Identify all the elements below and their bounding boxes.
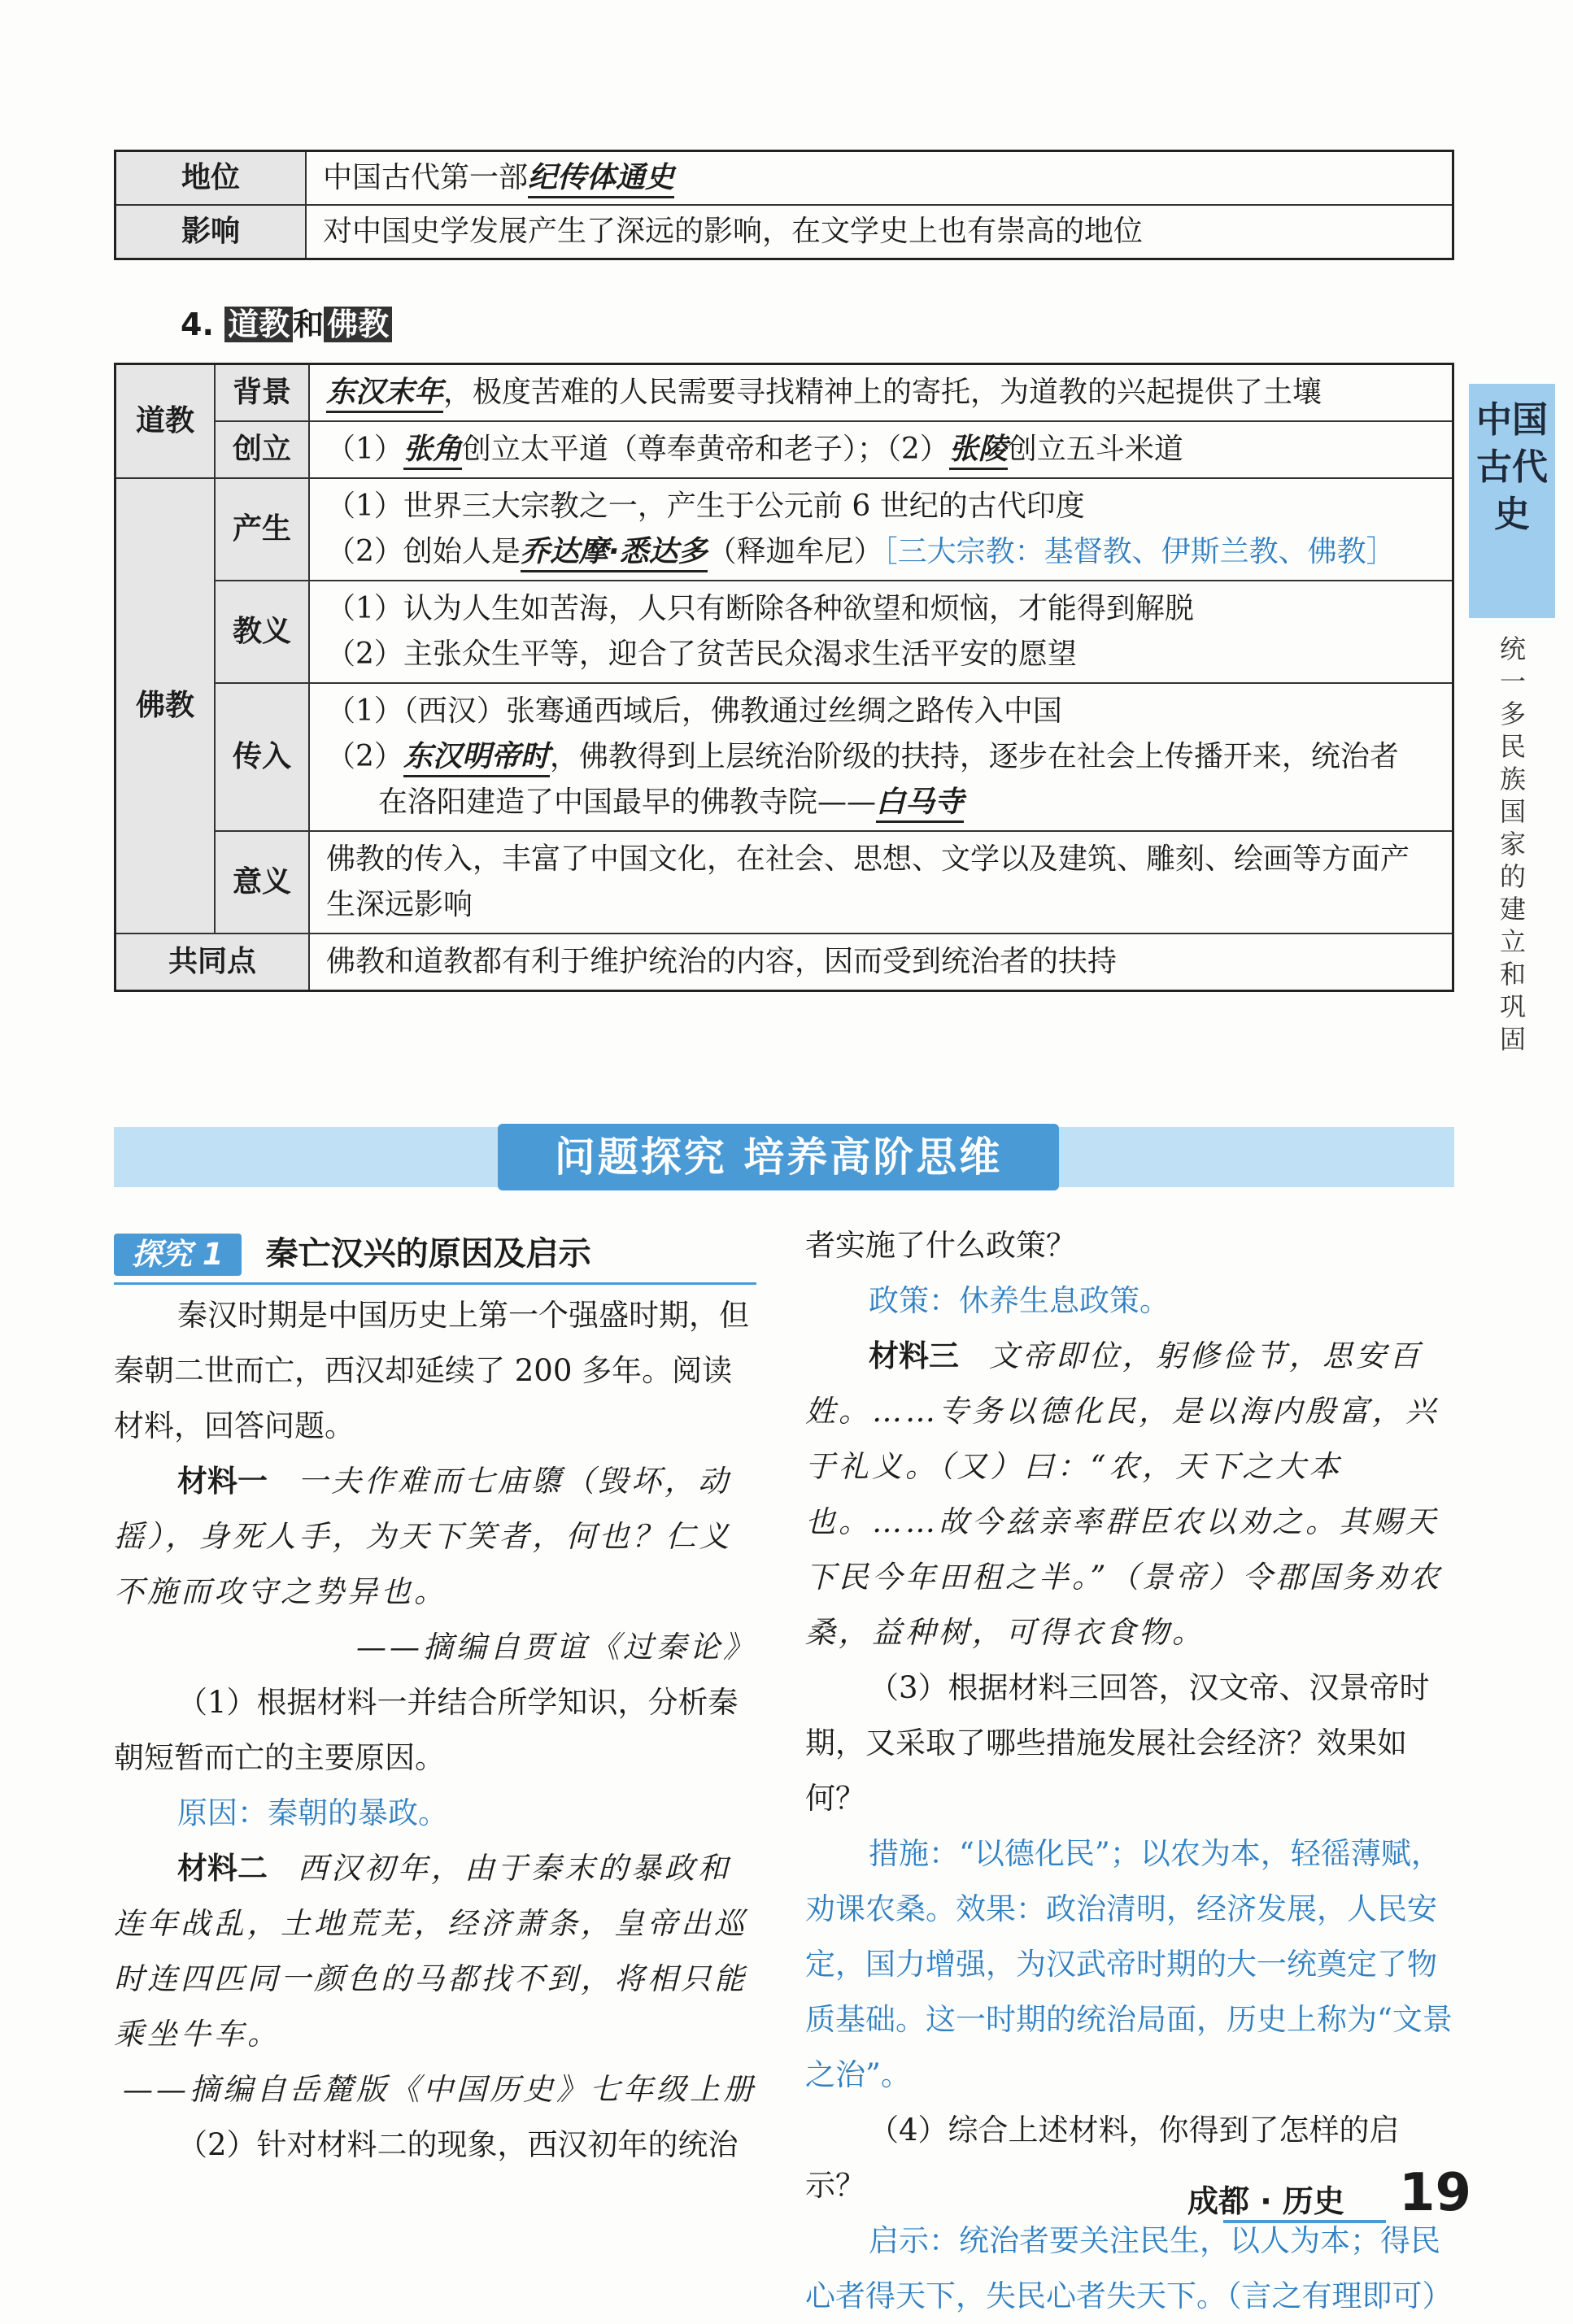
significance-text: 佛教的传入，丰富了中国文化，在社会、思想、文学以及建筑、雕刻、绘画等方面产生深远影响 <box>309 831 1453 934</box>
material-3-text: 文帝即位，躬修俭节，思安百姓。……专务以德化民，是以海内殷富，兴于礼义。（又）曰：“农，天下之大本也。……故今兹亲率群臣农以劝之。其赐天下民今年田租之半。”（景帝）令郡国务劝农桑，益种树，可得衣食物。 <box>805 1338 1443 1650</box>
section-term-daoism: 道教 <box>224 307 293 342</box>
material-1-text: 一夫作难而七庙隳（毁坏，动摇），身死人手，为天下笑者，何也？仁义不施而攻守之势异也。 <box>114 1464 733 1609</box>
question-2-cont: 者实施了什么政策？ <box>805 1228 1076 1263</box>
chapter-side-tab: 中国古代史 <box>1469 384 1555 618</box>
label-origin: 产生 <box>215 478 309 581</box>
question-3: （3）根据材料三回答，汉文帝、汉景帝时期，又采取了哪些措施发展社会经济？效果如何？ <box>805 1670 1430 1816</box>
common-text: 佛教和道教都有利于维护统治的内容，因而受到统治者的扶持 <box>309 934 1453 991</box>
intro-text: 秦汉时期是中国历史上第一个强盛时期，但秦朝二世而亡，西汉却延续了 200 多年。阅读材料，回答问题。 <box>114 1298 749 1443</box>
answer-2: 政策：休养生息政策。 <box>869 1283 1170 1318</box>
question-1: （1）根据材料一并结合所学知识，分析秦朝短暂而亡的主要原因。 <box>114 1685 739 1775</box>
question-2: （2）针对材料二的现象，西汉初年的统治 <box>177 2127 739 2162</box>
section-banner-title: 问题探究 培养高阶思维 <box>498 1124 1059 1190</box>
material-2-source: ——摘编自岳麓版《中国历史》七年级上册 <box>123 2072 756 2107</box>
section-heading-4: 4. 道教 和 佛教 <box>181 299 392 344</box>
question-4: （4）综合上述材料，你得到了怎样的启示？ <box>805 2113 1400 2203</box>
label-common: 共同点 <box>115 934 310 991</box>
explore-title: 秦亡汉兴的原因及启示 <box>265 1235 591 1273</box>
material-1-source: ——摘编自贾谊《过秦论》 <box>356 1630 756 1665</box>
label-significance: 意义 <box>215 831 309 934</box>
status-text: 中国古代第一部 <box>323 161 529 194</box>
page-number: 19 <box>1399 2163 1472 2223</box>
footer-line <box>1223 2220 1386 2223</box>
explore-tag: 探究 1 <box>114 1234 242 1276</box>
influence-text: 对中国史学发展产生了深远的影响，在文学史上也有崇高的地位 <box>306 205 1453 259</box>
answer-3: 措施：“以德化民”；以农为本，轻徭薄赋，劝课农桑。效果：政治清明，经济发展，人民安定，国力增强，为汉武帝时期的大一统奠定了物质基础。这一时期的统治局面，历史上称为“文景之治”。 <box>805 1836 1453 2092</box>
section-term-buddhism: 佛教 <box>324 307 392 342</box>
chapter-subtitle: 统一多民族国家的建立和巩固 <box>1499 633 1526 1055</box>
row-label-influence: 影响 <box>115 205 307 259</box>
three-religions-note: ［三大宗教：基督教、伊斯兰教、佛教］ <box>882 535 1396 568</box>
label-introduction: 传入 <box>215 683 309 831</box>
summary-table-top <box>114 150 1454 260</box>
label-founding: 创立 <box>215 421 309 478</box>
material-2-label: 材料二 <box>177 1851 268 1886</box>
footer-label: 成都 · 历史 <box>1187 2183 1344 2219</box>
label-buddhism: 佛教 <box>115 478 216 934</box>
material-3-label: 材料三 <box>869 1338 959 1373</box>
answer-4: 启示：统治者要关注民生，以人为本；得民心者得天下，失民心者失天下。（言之有理即可） <box>805 2223 1453 2313</box>
material-2-text: 西汉初年，由于秦末的暴政和连年战乱，土地荒芜，经济萧条，皇帝出巡时连四匹同一颜色的马都找不到，将相只能乘坐牛车。 <box>114 1851 747 2052</box>
label-doctrine: 教义 <box>215 581 309 683</box>
answer-1: 原因：秦朝的暴政。 <box>177 1795 448 1830</box>
label-daoism: 道教 <box>115 364 216 479</box>
status-handwritten: 纪传体通史 <box>528 161 674 198</box>
row-label-status: 地位 <box>115 151 307 206</box>
label-background: 背景 <box>215 364 309 422</box>
religion-table: 道教 背景 东汉末年，极度苦难的人民需要寻找精神上的寄托，为道教的兴起提供了土壤 创立 （1）张角创立太平道（尊奉黄帝和老子）；（2）张陵创立五斗米道 佛教 产生 （1）世界三大宗教之一，产生于公元前 6 世纪的古代印度 （2）创始人是乔达摩·悉达多（释迦牟尼）［三大宗教：基督教、伊斯兰教、佛教］ 教义 （1）认为人生如苦海，人只有断除各种欲望和烦恼，才能得到解脱 （2）主张众生平等，迎合了贫苦民众渴求生活平安的愿望 传入 （1）（西汉）张骞通西域后，佛教通过丝绸之路传入中国 （2）东汉明帝时，佛教得到上层统治阶级的扶持，逐步在社会上传播开来，统治者 在洛阳建造了中国最早的佛教寺院——白马寺 意义 佛教的传入，丰富了中国文化，在社会、思想、文学以及建筑、雕刻、绘画等方面产生深远影响 共同点 佛教和道教都有利于维护统治的内容，因而受到统治者的扶持 <box>114 363 1454 992</box>
left-column <box>114 1226 756 2173</box>
right-column <box>805 1218 1454 2324</box>
material-1-label: 材料一 <box>177 1464 268 1499</box>
